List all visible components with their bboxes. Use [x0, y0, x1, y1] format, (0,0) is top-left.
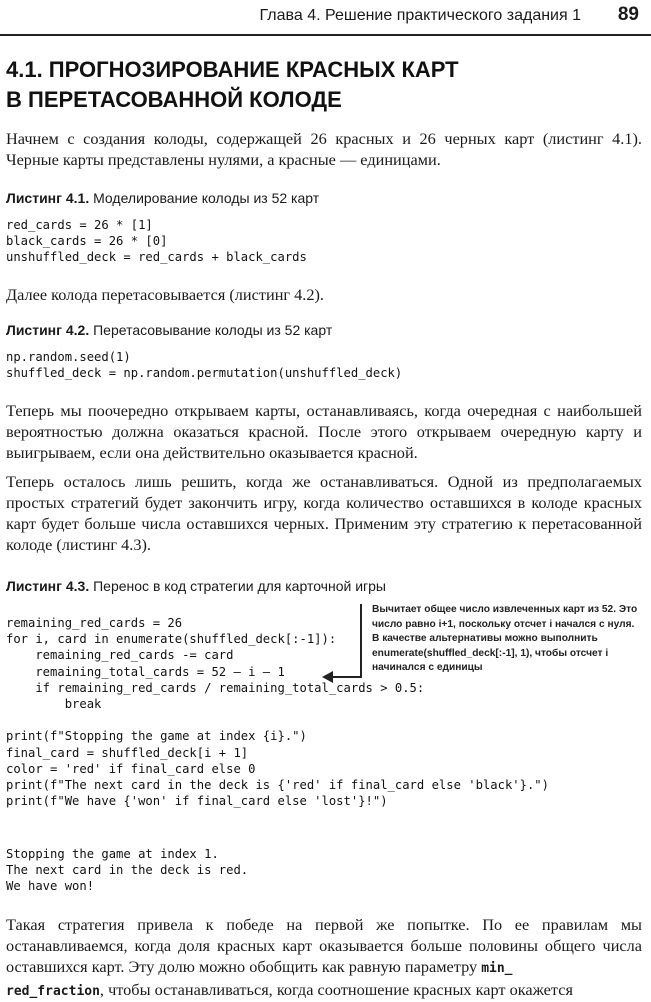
- listing-4-3-title: Перенос в код стратегии для карточной игры: [93, 578, 386, 594]
- listing-4-1-caption: [6, 189, 319, 207]
- code-annotation: Вычитает общее число извлеченных карт из 52. Это число равно i+1, поскольку отсчет i начался с нуля. В качестве альтернативы можно выполнить enumerate(shuffled_deck[:-1], 1), чтобы отсчет i начинался с единицы: [372, 604, 638, 673]
- annotation-arrow-icon: [322, 671, 333, 683]
- paragraph-5-text-end: , чтобы останавливаться, когда соотношение красных карт окажется: [99, 980, 573, 999]
- listing-4-2-caption: [6, 321, 332, 339]
- listing-4-1-code: red_cards = 26 * [1] black_cards = 26 * [0] unshuffled_deck = red_cards + black_cards: [6, 218, 307, 265]
- listing-4-3-code: remaining_red_cards = 26 for i, card in enumerate(shuffled_deck[:-1]): remaining_red_cards -= card remaining_total_cards = 52 – i – 1 if remaining_red_cards / remaining_total_cards > 0.5: break print(f"Stopping the game at index {i}.") final_card = shuffled_deck[i + 1] color = 'red' if final_card else 0 print(f"The next card in the deck is {'red' if final_card else 'black'}.") print(f"We have {'won' if final_card else 'lost'}!"): [6, 616, 549, 809]
- annotation-bracket: [360, 604, 362, 678]
- listing-4-1-label: Листинг 4.1.: [6, 190, 90, 206]
- listing-4-1-title: Моделирование колоды из 52 карт: [93, 190, 320, 206]
- paragraph-1: Начнем с создания колоды, содержащей 26 красных и 26 черных карт (листинг 4.1). Черные карты представлены нулями, а красные — единицами.: [6, 129, 642, 169]
- chapter-title: Глава 4. Решение практического задания 1: [259, 7, 581, 24]
- paragraph-5-text-start: Такая стратегия привела к победе на первой же попытке. По ее правилам мы останавливаемся, когда доля красных карт оказывается больше половины общего числа оставшихся карт. Эту долю можно обобщить как равную параметру: [6, 915, 642, 976]
- running-header: [0, 0, 651, 36]
- listing-4-2-label: Листинг 4.2.: [6, 322, 90, 338]
- listing-4-2-title: Перетасовывание колоды из 52 карт: [93, 322, 333, 338]
- listing-4-3-caption: [6, 577, 386, 595]
- paragraph-2: Далее колода перетасовывается (листинг 4.2).: [6, 285, 324, 304]
- listing-4-3-label: Листинг 4.3.: [6, 578, 90, 594]
- listing-4-2-code: np.random.seed(1) shuffled_deck = np.random.permutation(unshuffled_deck): [6, 350, 403, 381]
- section-title-line2: В ПЕРЕТАСОВАННОЙ КОЛОДЕ: [6, 87, 342, 112]
- inline-code-min: min_: [481, 961, 513, 976]
- listing-4-3-output: Stopping the game at index 1. The next card in the deck is red. We have won!: [6, 847, 249, 894]
- paragraph-4: Теперь осталось лишь решить, когда же останавливаться. Одной из предполагаемых простых стратегий будет закончить игру, когда количество оставшихся в колоде красных карт будет больше числа оставшихся черных. Применим эту стратегию к перетасованной колоде (листинг 4.3).: [6, 472, 642, 554]
- section-title: [6, 55, 626, 115]
- annotation-arrow-line: [332, 676, 362, 678]
- paragraph-3: Теперь мы поочередно открываем карты, останавливаясь, когда очередная с наибольшей вероятностью должна оказаться красной. После этого открываем очередную карту и выигрываем, если она действительно оказывается красной.: [6, 401, 642, 462]
- inline-code-red-fraction: red_fraction: [6, 984, 100, 999]
- section-title-line1: 4.1. ПРОГНОЗИРОВАНИЕ КРАСНЫХ КАРТ: [6, 57, 459, 82]
- page-number: 89: [617, 4, 639, 25]
- paragraph-5: [6, 914, 642, 1002]
